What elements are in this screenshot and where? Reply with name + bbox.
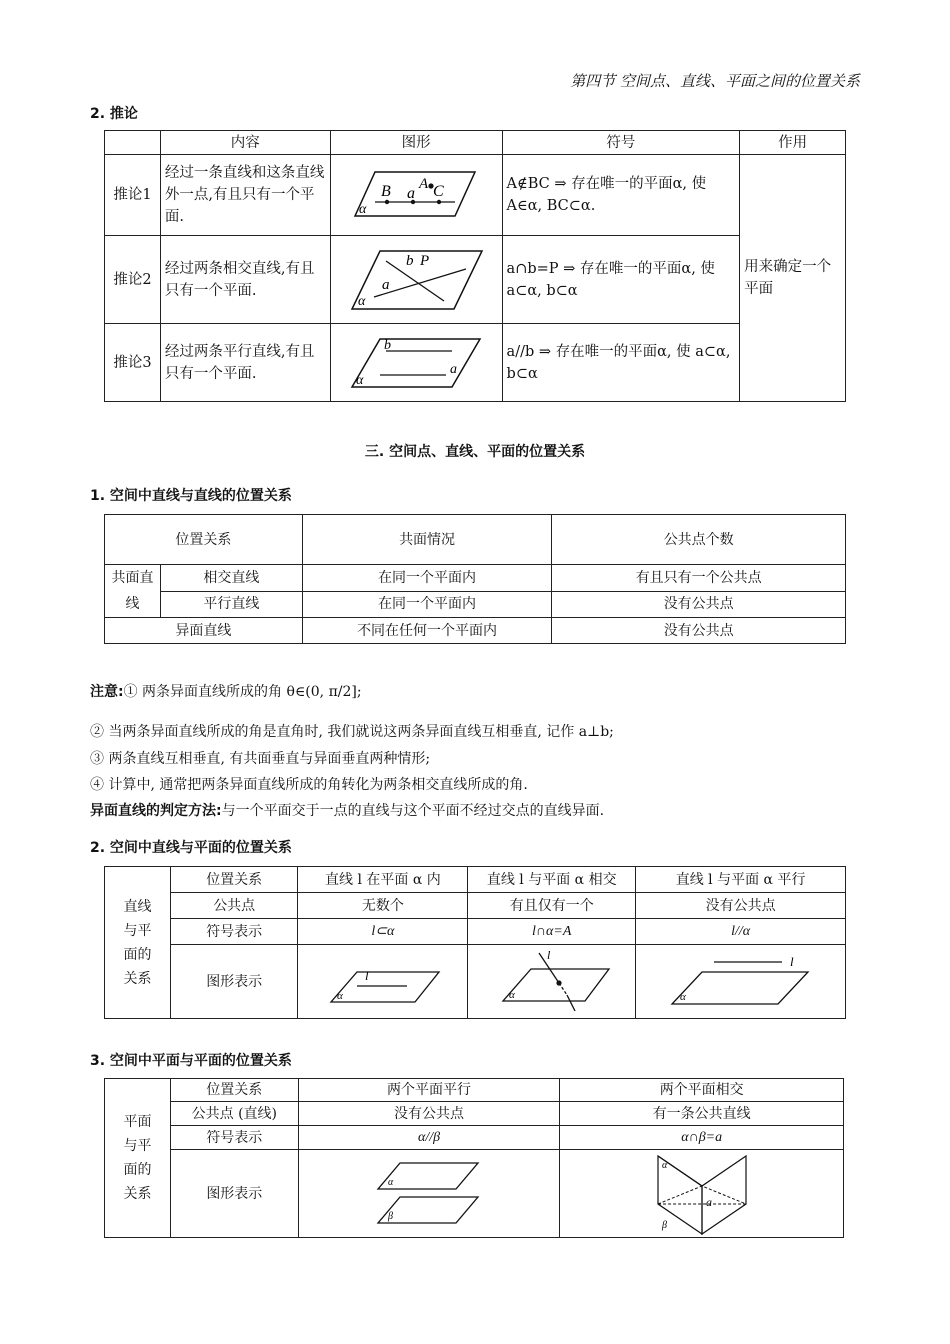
svg-text:α: α bbox=[508, 988, 515, 1001]
row-symbol: A∉BC ⇒ 存在唯一的平面α, 使 A∈α, BC⊂α. bbox=[502, 155, 740, 236]
svg-text:P: P bbox=[420, 252, 430, 269]
svg-text:a: a bbox=[450, 361, 458, 377]
row-label: 公共点 (直线) bbox=[170, 1102, 298, 1126]
row-label: 位置关系 bbox=[170, 1079, 298, 1102]
cell: 没有公共点 bbox=[636, 893, 846, 919]
cell: 两个平面平行 bbox=[298, 1079, 560, 1102]
figure-line-in-plane bbox=[298, 945, 468, 1019]
svg-text:α: α bbox=[388, 1176, 394, 1188]
col-header: 符号 bbox=[502, 131, 740, 155]
cell: α//β bbox=[298, 1126, 560, 1150]
cell: 有一条公共直线 bbox=[560, 1102, 844, 1126]
row-label: 相交直线 bbox=[160, 565, 302, 592]
svg-text:a: a bbox=[705, 1194, 712, 1209]
svg-text:l: l bbox=[546, 948, 551, 962]
row-label: 图形表示 bbox=[170, 945, 298, 1019]
col-header: 共面情况 bbox=[302, 515, 552, 565]
row-content: 经过一条直线和这条直线外一点,有且只有一个平面. bbox=[160, 155, 330, 236]
svg-text:C: C bbox=[433, 183, 444, 200]
cell: l//α bbox=[636, 919, 846, 945]
row-content: 经过两条相交直线,有且只有一个平面. bbox=[160, 236, 330, 324]
row-label: 位置关系 bbox=[170, 867, 298, 893]
cell: l∩α=A bbox=[468, 919, 636, 945]
note-1: 注意:① 两条异面直线所成的角 θ∈(0, π/2]; bbox=[90, 684, 362, 700]
cell: 直线 l 与平面 α 相交 bbox=[468, 867, 636, 893]
row-symbol: a∩b=P ⇒ 存在唯一的平面α, 使 a⊂α, b⊂α bbox=[502, 236, 740, 324]
col-header: 位置关系 bbox=[105, 515, 303, 565]
cell: 没有公共点 bbox=[552, 591, 846, 618]
note-4: ④ 计算中, 通常把两条异面直线所成的角转化为两条相交直线所成的角. bbox=[90, 777, 528, 793]
line-plane-table bbox=[104, 866, 846, 1019]
figure-planes-parallel bbox=[298, 1150, 560, 1238]
svg-text:l: l bbox=[789, 953, 794, 969]
cell: 有且只有一个公共点 bbox=[552, 565, 846, 592]
skew-line-method: 异面直线的判定方法:与一个平面交于一点的直线与这个平面不经过交点的直线异面. bbox=[90, 803, 605, 819]
cell: 两个平面相交 bbox=[560, 1079, 844, 1102]
row-label: 图形表示 bbox=[170, 1150, 298, 1238]
section-title-line-plane: 2. 空间中直线与平面的位置关系 bbox=[90, 840, 292, 856]
side-label: 平面与平面的关系 bbox=[105, 1079, 171, 1238]
row-label: 推论2 bbox=[105, 236, 161, 324]
svg-text:b: b bbox=[406, 252, 414, 269]
svg-text:α: α bbox=[661, 1159, 667, 1171]
svg-text:β: β bbox=[661, 1219, 667, 1231]
section-title-corollary: 2. 推论 bbox=[90, 106, 138, 122]
note-2: ② 当两条异面直线所成的角是直角时, 我们就说这两条异面直线互相垂直, 记作 a⊥b; bbox=[90, 724, 614, 740]
col-header: 作用 bbox=[740, 131, 846, 155]
figure-line-parallel-plane bbox=[636, 945, 846, 1019]
row-label: 推论1 bbox=[105, 155, 161, 236]
group-label: 共面直线 bbox=[105, 565, 161, 618]
section-title-plane-plane: 3. 空间中平面与平面的位置关系 bbox=[90, 1053, 292, 1069]
page-header: 第四节 空间点、直线、平面之间的位置关系 bbox=[570, 72, 860, 90]
figure-planes-intersect bbox=[560, 1150, 844, 1238]
col-header: 公共点个数 bbox=[552, 515, 846, 565]
figure-corollary-3 bbox=[330, 324, 502, 402]
svg-text:β: β bbox=[388, 1210, 394, 1222]
row-content: 经过两条平行直线,有且只有一个平面. bbox=[160, 324, 330, 402]
svg-text:a: a bbox=[382, 276, 390, 293]
svg-text:α: α bbox=[358, 293, 366, 309]
row-label: 符号表示 bbox=[170, 919, 298, 945]
cell: 无数个 bbox=[298, 893, 468, 919]
note-3: ③ 两条直线互相垂直, 有共面垂直与异面垂直两种情形; bbox=[90, 751, 431, 767]
col-header: 图形 bbox=[330, 131, 502, 155]
cell: 没有公共点 bbox=[552, 618, 846, 644]
cell: 在同一个平面内 bbox=[302, 591, 552, 618]
cell: 在同一个平面内 bbox=[302, 565, 552, 592]
cell: 有且仅有一个 bbox=[468, 893, 636, 919]
figure-corollary-1 bbox=[330, 155, 502, 236]
cell: 直线 l 与平面 α 平行 bbox=[636, 867, 846, 893]
svg-text:b: b bbox=[384, 337, 392, 353]
cell: 不同在任何一个平面内 bbox=[302, 618, 552, 644]
side-label: 直线与平面的关系 bbox=[105, 867, 171, 1019]
row-label: 符号表示 bbox=[170, 1126, 298, 1150]
plane-plane-table bbox=[104, 1078, 844, 1238]
svg-text:B: B bbox=[381, 183, 391, 200]
row-symbol: a//b ⇒ 存在唯一的平面α, 使 a⊂α, b⊂α bbox=[502, 324, 740, 402]
svg-text:α: α bbox=[359, 202, 367, 217]
row-label: 平行直线 bbox=[160, 591, 302, 618]
section-title-line-line: 1. 空间中直线与直线的位置关系 bbox=[90, 488, 292, 504]
svg-text:α: α bbox=[356, 372, 364, 388]
cell: l⊂α bbox=[298, 919, 468, 945]
cell: 直线 l 在平面 α 内 bbox=[298, 867, 468, 893]
row-label: 异面直线 bbox=[105, 618, 303, 644]
figure-corollary-2 bbox=[330, 236, 502, 324]
svg-text:a: a bbox=[407, 185, 416, 202]
row-label: 推论3 bbox=[105, 324, 161, 402]
row-label: 公共点 bbox=[170, 893, 298, 919]
col-header: 内容 bbox=[160, 131, 330, 155]
line-line-table bbox=[104, 514, 846, 644]
corollary-table bbox=[104, 130, 846, 402]
effect-cell: 用来确定一个平面 bbox=[740, 155, 846, 402]
cell: 没有公共点 bbox=[298, 1102, 560, 1126]
svg-text:A: A bbox=[419, 176, 429, 192]
cell: α∩β=a bbox=[560, 1126, 844, 1150]
svg-text:l: l bbox=[364, 967, 369, 983]
section-title-positions: 三. 空间点、直线、平面的位置关系 bbox=[364, 444, 586, 460]
svg-text:α: α bbox=[679, 990, 686, 1003]
figure-line-intersect-plane bbox=[468, 945, 636, 1019]
svg-text:α: α bbox=[336, 989, 343, 1002]
